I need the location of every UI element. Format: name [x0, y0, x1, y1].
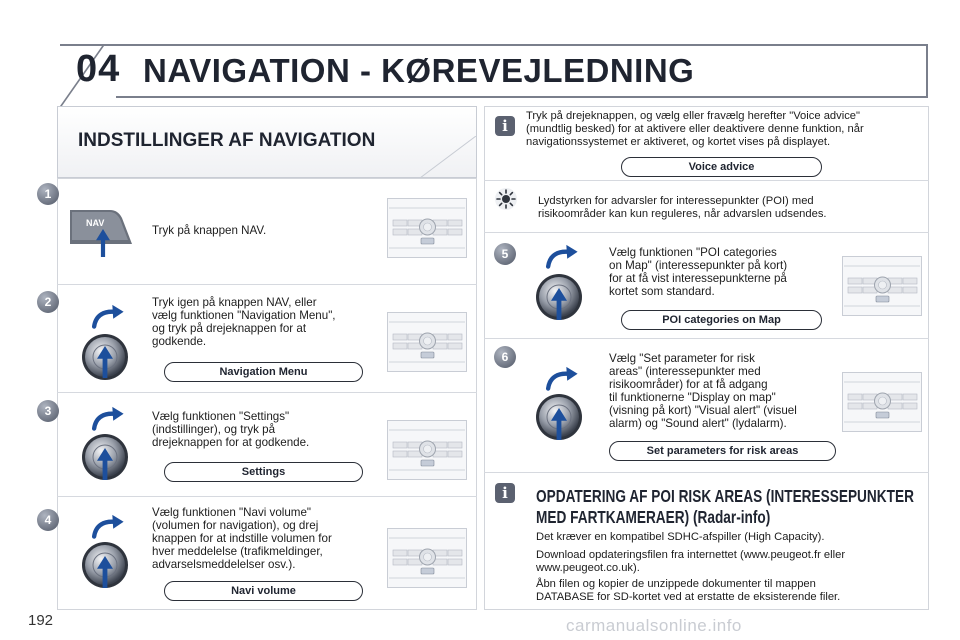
row-divider: [484, 472, 929, 473]
step-number-badge: 3: [37, 400, 59, 422]
section-title: INDSTILLINGER AF NAVIGATION: [78, 130, 376, 151]
update-step-sd: Det kræver en kompatibel SDHC-afspiller (High Capacity).: [536, 531, 825, 543]
chapter-number: 04: [76, 48, 121, 90]
header-bottom-rule: [116, 96, 928, 98]
radio-panel-illustration: [387, 528, 467, 588]
menu-label-voice-advice: Voice advice: [621, 157, 822, 177]
update-title: OPDATERING AF POI RISK AREAS (INTERESSEPUNKTER MED FARTKAMERAER) (Radar-info): [536, 486, 914, 527]
menu-label-navi-volume: Navi volume: [164, 581, 363, 601]
update-step-copy: Åbn filen og kopier de unzippede dokumenter til mappen DATABASE for SD-kortet ved at erstatte de eksisterende filer.: [536, 578, 841, 603]
step-number-badge: 5: [494, 243, 516, 265]
rotate-arrow-icon: [90, 514, 126, 540]
up-arrow-icon: [97, 554, 113, 590]
info-icon: i: [495, 483, 515, 503]
menu-label-settings: Settings: [164, 462, 363, 482]
sun-icon: [495, 188, 517, 210]
row-divider: [484, 232, 929, 233]
rotate-arrow-icon: [90, 304, 126, 330]
up-arrow-icon: [97, 446, 113, 482]
update-step-download: Download opdateringsfilen fra internettet (www.peugeot.fr eller www.peugeot.co.uk).: [536, 549, 846, 574]
radio-panel-illustration: [842, 372, 922, 432]
step-number-badge: 4: [37, 509, 59, 531]
step-1-text: Tryk på knappen NAV.: [152, 224, 267, 237]
step-6-text: Vælg "Set parameter for risk areas" (interessepunkter med risikoområder) for at få adgang til funktionerne "Display on map" (visning på kort) "Visual alert" (visuel alarm) og "Sound alert" (lydalarm).: [609, 352, 797, 430]
step-number-badge: 6: [494, 346, 516, 368]
step-number-badge: 1: [37, 183, 59, 205]
voice-advice-info: Tryk på drejeknappen, og vælg eller fravælg herefter "Voice advice" (mundtlig besked) for at aktivere eller deaktivere denne funktion, når navigationssystemet er aktiveret, og kortet vises på displayet.: [526, 110, 864, 148]
step-2-text: Tryk igen på knappen NAV, eller vælg funktionen "Navigation Menu", og tryk på drejeknappen for at godkende.: [152, 296, 336, 348]
row-divider: [57, 284, 477, 285]
info-icon: i: [495, 116, 515, 136]
page-title: NAVIGATION - KØREVEJLEDNING: [143, 52, 695, 89]
menu-label-poi-categories: POI categories on Map: [621, 310, 822, 330]
up-arrow-icon: [551, 406, 567, 442]
rotate-arrow-icon: [544, 244, 580, 270]
menu-label-risk-areas: Set parameters for risk areas: [609, 441, 836, 461]
step-4-text: Vælg funktionen "Navi volume" (volumen for navigation), og drej knappen for at indstille volumen for hver meddelelse (trafikmeldinger, advarselsmeddelelser osv.).: [152, 506, 332, 571]
header-right-rule: [926, 44, 928, 96]
watermark: carmanualsonline.info: [566, 616, 742, 635]
up-arrow-icon: [551, 286, 567, 322]
volume-note: Lydstyrken for advarsler for interessepunkter (POI) med risikoområder kan kun reguleres, når advarslen udsendes.: [538, 195, 827, 220]
step-number-badge: 2: [37, 291, 59, 313]
row-divider: [484, 338, 929, 339]
menu-label-navigation-menu: Navigation Menu: [164, 362, 363, 382]
header-top-rule: [60, 44, 928, 46]
radio-panel-illustration: [387, 198, 467, 258]
nav-button-illustration: [70, 198, 142, 258]
up-arrow-icon: [97, 344, 113, 380]
row-divider: [484, 180, 929, 181]
rotate-arrow-icon: [90, 406, 126, 432]
row-divider: [57, 496, 477, 497]
radio-panel-illustration: [842, 256, 922, 316]
radio-panel-illustration: [387, 312, 467, 372]
step-5-text: Vælg funktionen "POI categories on Map" (interessepunkter på kort) for at få vist interessepunkterne på kortet som standard.: [609, 246, 788, 298]
nav-key-label: NAV: [86, 218, 105, 228]
row-divider: [57, 392, 477, 393]
radio-panel-illustration: [387, 420, 467, 480]
page-number: 192: [28, 612, 54, 629]
step-3-text: Vælg funktionen "Settings" (indstillinger), og tryk på drejeknappen for at godkende.: [152, 410, 310, 449]
title-panel-corner: [420, 136, 476, 178]
up-arrow-icon: [96, 228, 110, 258]
rotate-arrow-icon: [544, 366, 580, 392]
